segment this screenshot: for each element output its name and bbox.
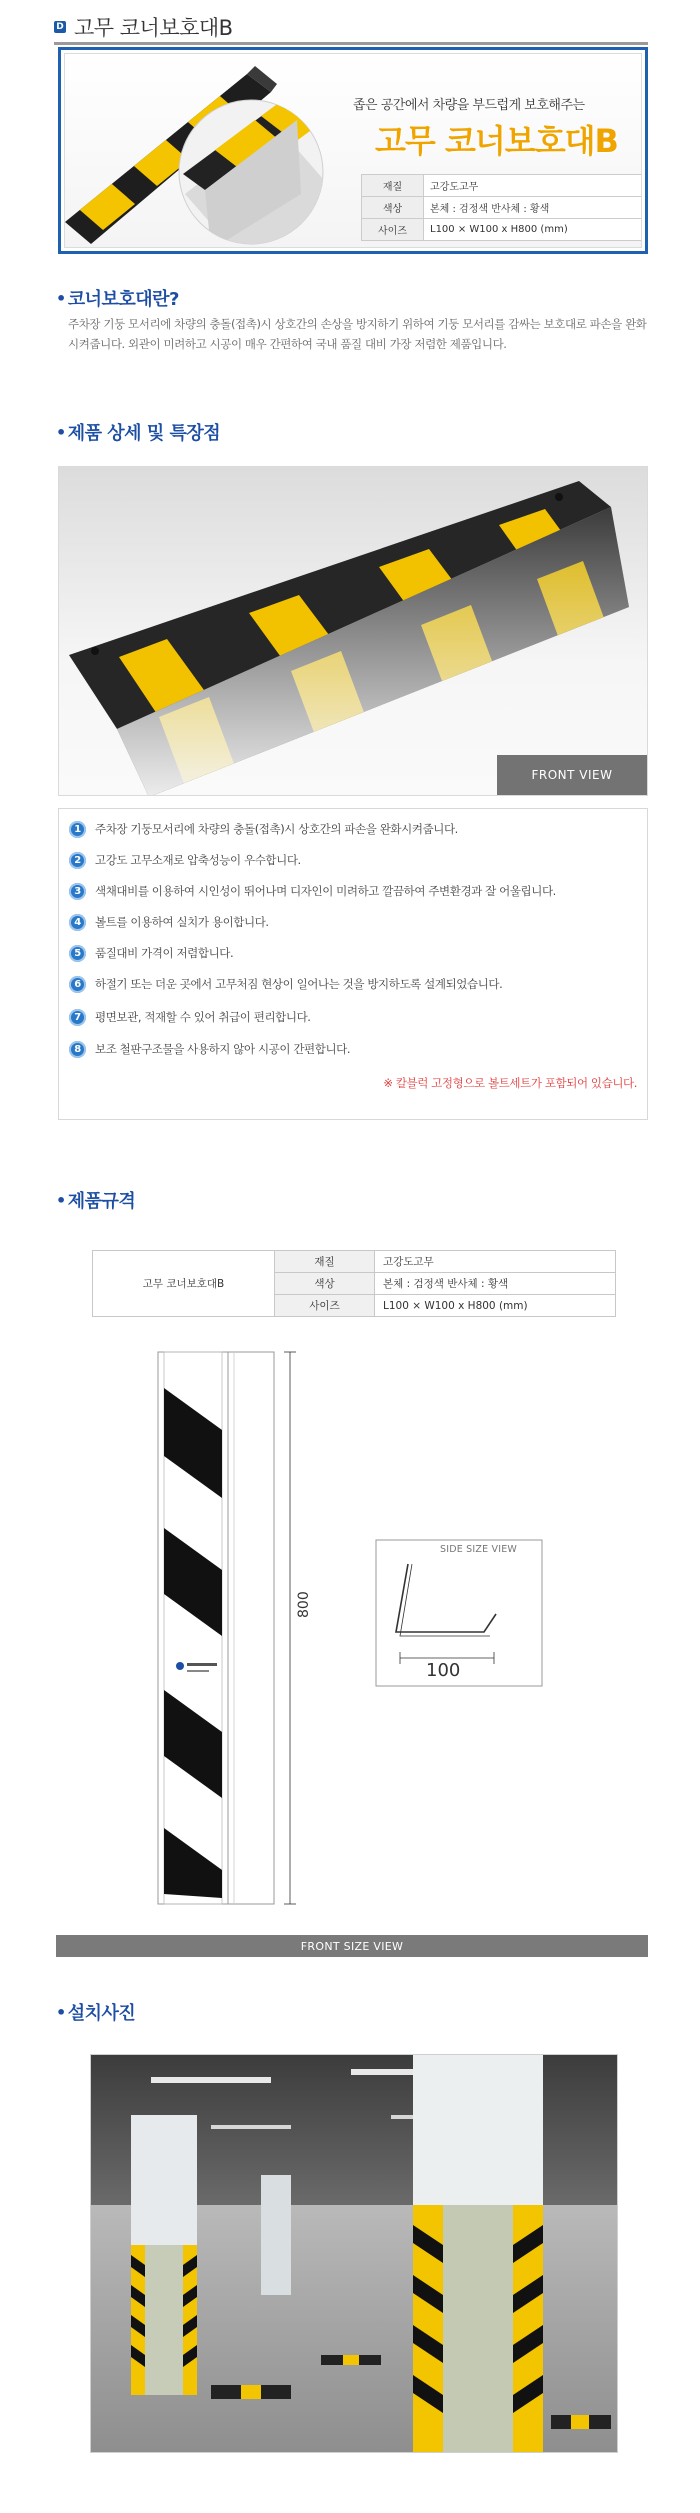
section-heading-text: 코너보호대란?	[67, 289, 180, 310]
spec-value: L100 × W100 x H800 (mm)	[424, 219, 643, 241]
feature-text: 품질대비 가격이 저렴합니다.	[95, 946, 234, 960]
spec-label: 재질	[275, 1251, 375, 1273]
number-badge-icon: 3	[69, 883, 86, 900]
table-row	[362, 219, 643, 241]
number-badge-icon: 5	[69, 945, 86, 962]
list-item	[69, 943, 233, 963]
dimension-drawing	[150, 1338, 550, 1918]
section-heading-intro	[56, 286, 179, 310]
section-heading-text: 제품 상세 및 특장점	[67, 423, 221, 444]
section-heading-text: 제품규격	[67, 1191, 136, 1212]
spec-table	[92, 1250, 616, 1317]
side-view-label: SIDE SIZE VIEW	[440, 1544, 518, 1555]
feature-text: 보조 철판구조물을 사용하지 않아 시공이 간편합니다.	[95, 1042, 351, 1056]
spec-label: 재질	[362, 175, 424, 197]
number-badge-icon: 7	[69, 1009, 86, 1026]
bolt-set-note: ※ 칼블럭 고정형으로 볼트세트가 포함되어 있습니다.	[383, 1076, 637, 1090]
section-heading-text: 설치사진	[67, 2003, 136, 2024]
bullet-dot-icon: •	[56, 2002, 66, 2022]
bullet-dot-icon: •	[56, 422, 66, 442]
section-heading-details	[56, 420, 220, 444]
spec-value: 고강도고무	[424, 175, 643, 197]
spec-value: 고강도고무	[375, 1251, 616, 1273]
front-view-label: FRONT VIEW	[497, 755, 647, 795]
list-item	[69, 974, 502, 994]
banner-product-image	[65, 54, 365, 248]
number-badge-icon: 1	[69, 821, 86, 838]
list-item	[69, 912, 269, 932]
feature-text: 주차장 기둥모서리에 차량의 충돌(접촉)시 상호간의 파손을 완화시켜줍니다.	[95, 822, 458, 836]
banner-subtitle: 좁은 공간에서 차량을 부드럽게 보호해주는	[353, 98, 585, 113]
installation-photo-image	[91, 2055, 618, 2453]
product-name-cell: 고무 코너보호대B	[93, 1251, 275, 1317]
feature-text: 고강도 고무소재로 압축성능이 우수합니다.	[95, 853, 301, 867]
title-bullet-icon: D	[54, 21, 66, 33]
table-row	[362, 197, 643, 219]
banner-spec-table	[361, 174, 642, 241]
front-size-drawing	[150, 1338, 550, 1918]
banner-title: 고무 코너보호대B	[375, 122, 618, 160]
section-heading-install	[56, 2000, 135, 2024]
spec-value: 본체 : 검정색 반사체 : 황색	[375, 1273, 616, 1295]
spec-value: 본체 : 검정색 반사체 : 황색	[424, 197, 643, 219]
list-item	[69, 881, 556, 901]
feature-text: 색채대비를 이용하여 시인성이 뛰어나며 디자인이 미려하고 깔끔하여 주변환경과 잘 어울립니다.	[95, 884, 556, 898]
feature-list	[58, 808, 648, 1120]
table-row	[93, 1251, 616, 1273]
product-photo-image	[59, 467, 648, 796]
installation-photo	[90, 2054, 618, 2453]
section-heading-spec	[56, 1188, 135, 1212]
feature-text: 평면보관, 적재할 수 있어 취급이 편리합니다.	[95, 1010, 311, 1024]
height-dimension-label: 800	[296, 1591, 312, 1618]
list-item	[69, 1039, 350, 1059]
page-title	[54, 12, 233, 42]
number-badge-icon: 8	[69, 1041, 86, 1058]
side-dimension-label: 100	[426, 1660, 461, 1681]
table-row	[362, 175, 643, 197]
spec-label: 색상	[275, 1273, 375, 1295]
feature-text: 하절기 또는 더운 곳에서 고무처짐 현상이 일어나는 것을 방지하도록 설계되었습니다.	[95, 977, 503, 991]
hero-banner	[58, 47, 648, 254]
number-badge-icon: 4	[69, 914, 86, 931]
spec-label: 사이즈	[362, 219, 424, 241]
bullet-dot-icon: •	[56, 288, 66, 308]
bullet-dot-icon: •	[56, 1190, 66, 1210]
spec-label: 색상	[362, 197, 424, 219]
spec-label: 사이즈	[275, 1295, 375, 1317]
number-badge-icon: 2	[69, 852, 86, 869]
product-photo	[58, 466, 648, 796]
title-divider	[54, 42, 648, 45]
spec-value: L100 × W100 x H800 (mm)	[375, 1295, 616, 1317]
list-item	[69, 850, 301, 870]
list-item	[69, 819, 458, 839]
intro-paragraph: 주차장 기둥 모서리에 차량의 충돌(접촉)시 상호간의 손상을 방지하기 위하여 기둥 모서리를 감싸는 보호대로 파손을 완화시켜줍니다. 외관이 미려하고 시공이 매우 간편하여 국내 품질 대비 가장 저렴한 제품입니다.	[68, 317, 647, 351]
front-size-view-bar: FRONT SIZE VIEW	[56, 1935, 648, 1957]
feature-text: 볼트를 이용하여 실치가 용이합니다.	[95, 915, 269, 929]
number-badge-icon: 6	[69, 976, 86, 993]
list-item	[69, 1007, 311, 1027]
page-title-text: 고무 코너보호대B	[74, 16, 233, 40]
